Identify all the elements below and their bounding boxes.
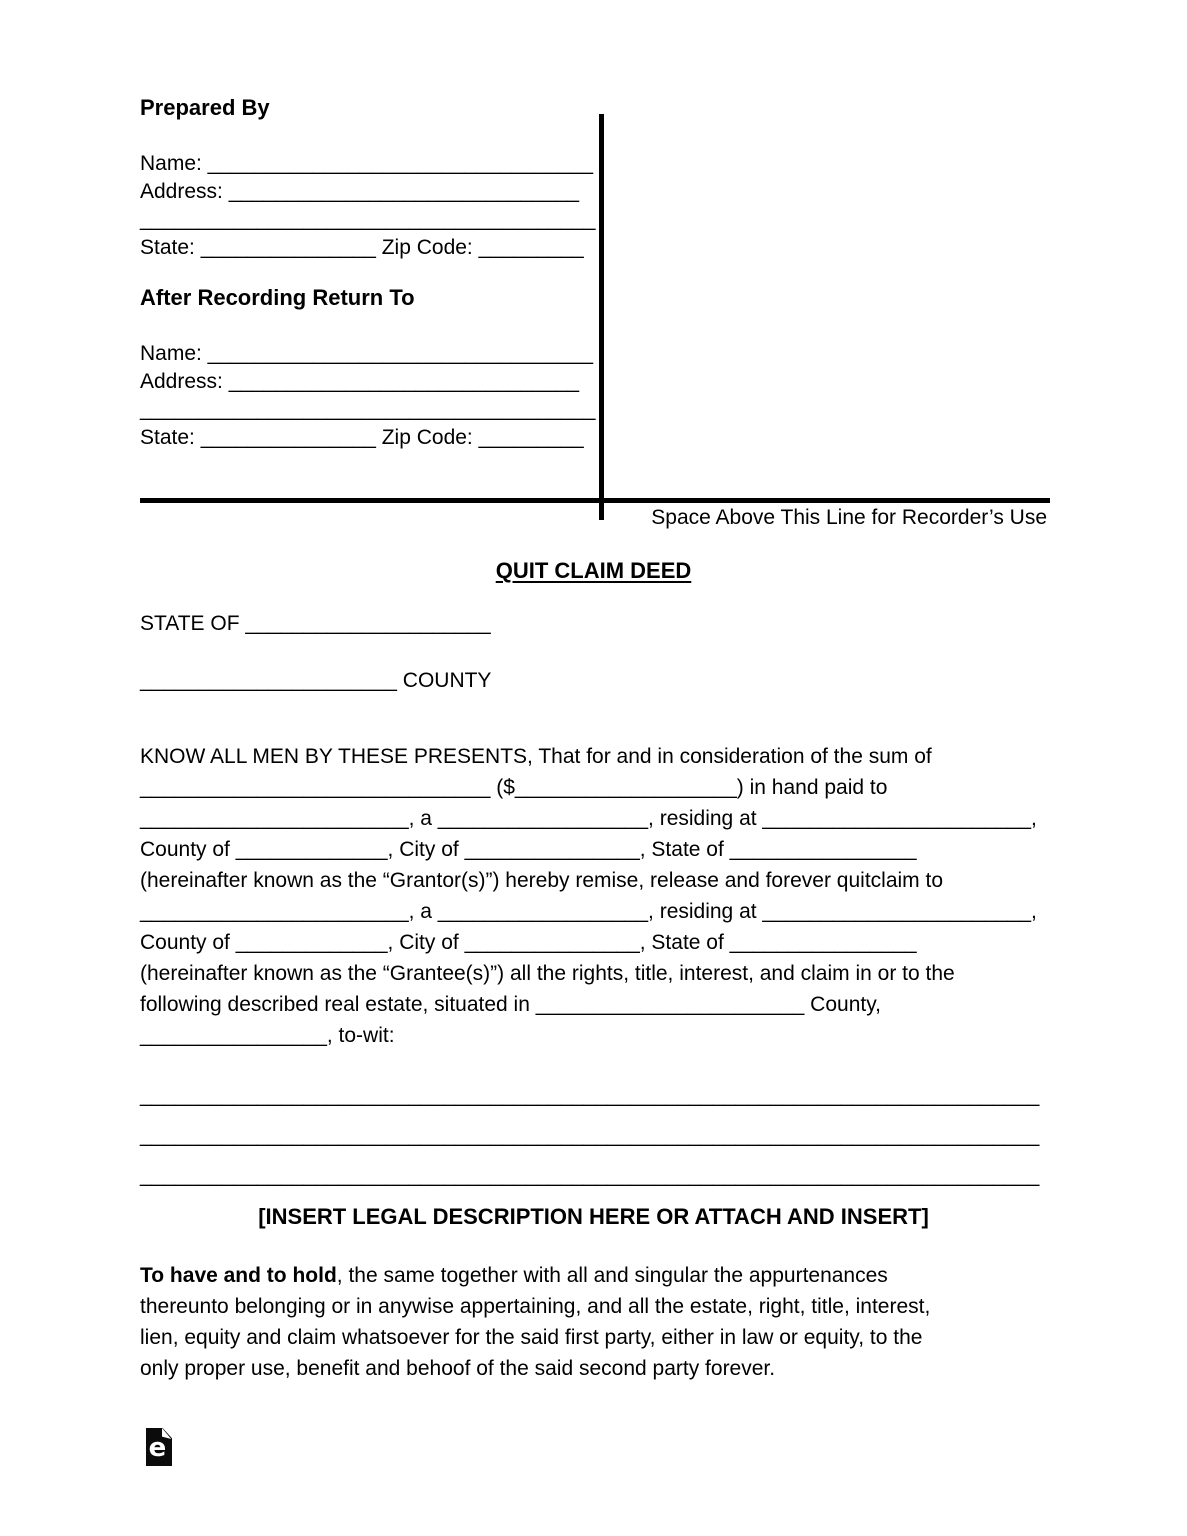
return-to-address-row: Address: ______________________________: [140, 370, 580, 393]
return-to-name-row: Name: _________________________________: [140, 342, 594, 365]
deed-body-paragraph: [140, 741, 1060, 1051]
return-to-heading: After Recording Return To: [140, 285, 415, 310]
prepared-by-state-zip-row: State: _______________ Zip Code: _________: [140, 236, 584, 259]
habendum-line: lien, equity and claim whatsoever for the said first party, either in law or equity, to the: [140, 1326, 923, 1349]
state-of-line: STATE OF _____________________: [140, 612, 491, 635]
legal-description-caption: [INSERT LEGAL DESCRIPTION HERE OR ATTACH AND INSERT]: [258, 1204, 929, 1229]
habendum-lead: To have and to hold: [140, 1264, 337, 1287]
prepared-by-address-row: Address: ______________________________: [140, 180, 580, 203]
eforms-logo: [146, 1428, 172, 1466]
body-line: (hereinafter known as the “Grantee(s)”) all the rights, title, interest, and claim in or to the: [140, 962, 955, 985]
recorder-box-horizontal-line: [140, 498, 1050, 503]
habendum-line: [140, 1260, 1060, 1291]
body-line: (hereinafter known as the “Grantor(s)”) hereby remise, release and forever quitclaim to: [140, 869, 944, 892]
return-to-state-zip-row: State: _______________ Zip Code: _________: [140, 426, 584, 449]
body-line: County of _____________, City of _______________, State of ________________: [140, 931, 917, 954]
body-line: ______________________________ ($___________________) in hand paid to: [140, 776, 888, 799]
legal-description-blank-line: _____________________________________________________________________________: [140, 1164, 1040, 1187]
body-line: County of _____________, City of _______________, State of ________________: [140, 838, 917, 861]
body-line: ________________, to-wit:: [140, 1024, 395, 1047]
body-line: _______________________, a __________________, residing at _______________________,: [140, 807, 1037, 830]
spacer: [140, 122, 596, 150]
prepared-by-section: [140, 94, 596, 262]
recorder-use-note: Space Above This Line for Recorder’s Use: [651, 506, 1047, 529]
county-line: ______________________ COUNTY: [140, 669, 492, 692]
legal-description-blanks: [140, 1076, 1039, 1196]
deed-title: QUIT CLAIM DEED: [495, 558, 692, 583]
prepared-by-address2-row: _______________________________________: [140, 208, 596, 231]
logo-letter: e: [148, 1433, 167, 1463]
body-line: _______________________, a __________________, residing at _______________________,: [140, 900, 1037, 923]
return-to-section: [140, 284, 596, 452]
prepared-by-name-row: Name: _________________________________: [140, 152, 594, 175]
habendum-line: only proper use, benefit and behoof of the said second party forever.: [140, 1357, 776, 1380]
body-line: following described real estate, situated in _______________________ County,: [140, 993, 881, 1016]
recorder-box-vertical-line: [599, 114, 604, 520]
body-line: KNOW ALL MEN BY THESE PRESENTS, That for and in consideration of the sum of: [140, 745, 932, 768]
legal-description-blank-line: _____________________________________________________________________________: [140, 1124, 1040, 1147]
habendum-line1-rest: , the same together with all and singular the appurtenances: [336, 1264, 888, 1287]
prepared-by-heading: Prepared By: [140, 95, 270, 120]
return-to-address2-row: _______________________________________: [140, 398, 596, 421]
habendum-line: thereunto belonging or in anywise appertaining, and all the estate, right, title, interest,: [140, 1295, 931, 1318]
spacer: [140, 312, 596, 340]
legal-description-blank-line: _____________________________________________________________________________: [140, 1084, 1040, 1107]
habendum-paragraph: [140, 1260, 1060, 1384]
